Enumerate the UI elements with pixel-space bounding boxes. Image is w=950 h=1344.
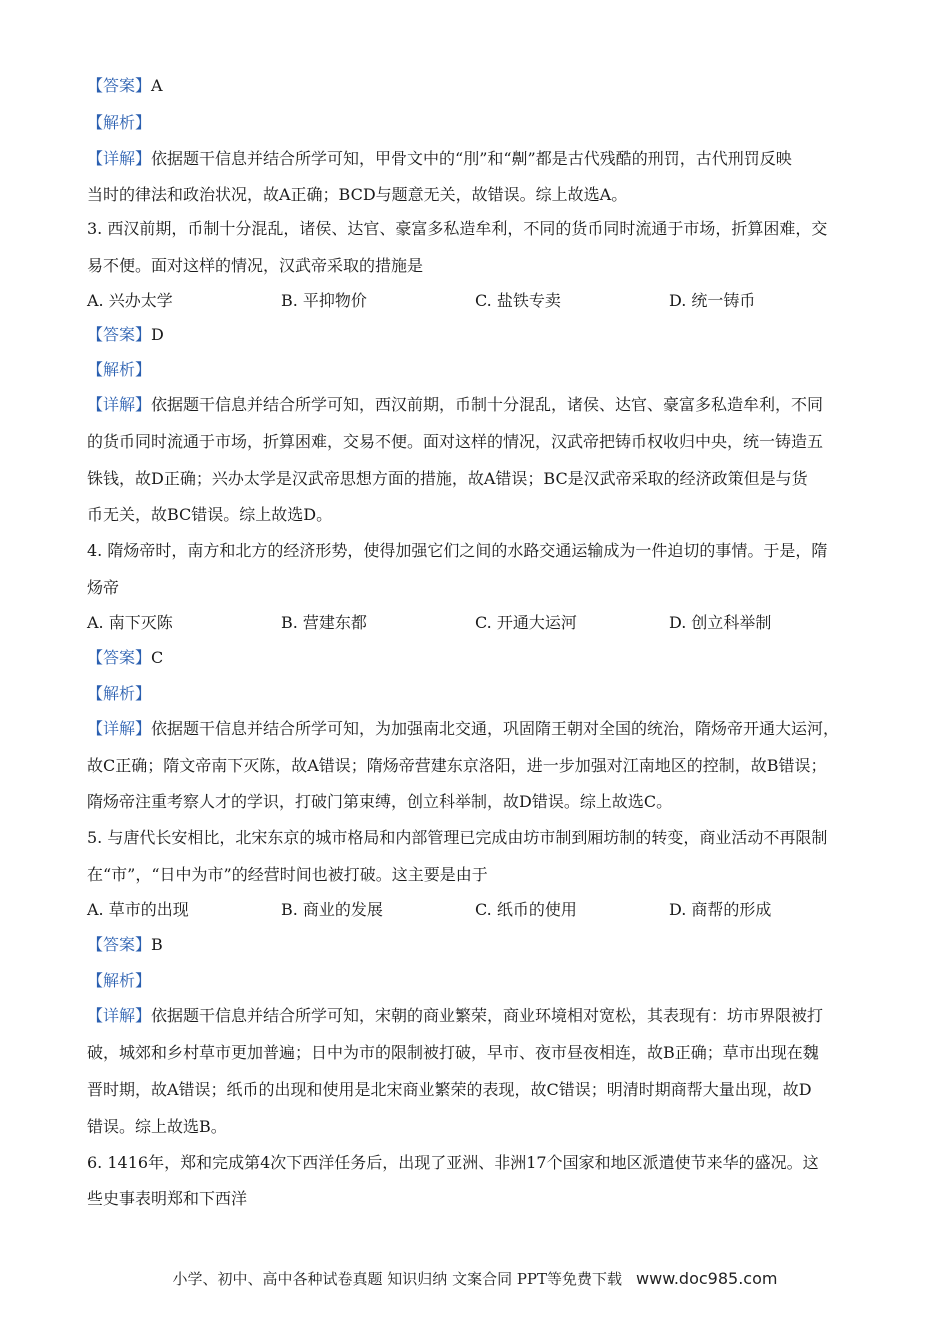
answer-tag: 【答案】 [87,648,152,667]
answer-tag: 【答案】 [87,76,152,95]
detail-line [87,395,823,415]
answer-line [87,648,163,668]
answer-line [87,76,163,96]
detail-tag: 【详解】 [87,719,152,738]
detail-line: 破，城郊和乡村草市更加普遍；日中为市的限制被打破，早市、夜市昼夜相连，故B正确；草市出现在魏 [87,1043,819,1062]
answer-tag: 【答案】 [87,325,152,344]
answer-line [87,325,164,345]
detail-line: 故C正确；隋文帝南下灭陈，故A错误；隋炀帝营建东京洛阳，进一步加强对江南地区的控制，故B错误； [87,756,827,775]
analysis-tag: 【解析】 [87,684,152,703]
detail-line [87,1006,823,1026]
detail-line: 的货币同时流通于市场，折算困难，交易不便。面对这样的情况，汉武帝把铸币权收归中央，统一铸造五 [87,432,824,451]
option-d: D. 商帮的形成 [669,900,772,919]
analysis-tag: 【解析】 [87,360,152,379]
detail-text: 依据题干信息并结合所学可知，为加强南北交通，巩固隋王朝对全国的统治，隋炀帝开通大运河， [151,719,840,738]
question-stem: 4. 隋炀帝时，南方和北方的经济形势，使得加强它们之间的水路交通运输成为一件迫切的事情。于是，隋 [87,541,828,560]
option-d: D. 统一铸币 [669,291,756,310]
option-c: C. 开通大运河 [475,613,577,632]
question-stem: 易不便。面对这样的情况，汉武帝采取的措施是 [87,256,424,275]
detail-tag: 【详解】 [87,1006,152,1025]
option-a: A. 兴办太学 [87,291,173,310]
detail-line: 币无关，故BC错误。综上故选D。 [87,505,333,524]
option-c: C. 盐铁专卖 [475,291,561,310]
detail-tag: 【详解】 [87,395,152,414]
detail-line: 错误。综上故选B。 [87,1117,227,1136]
detail-text: 依据题干信息并结合所学可知，甲骨文中的“刖”和“劓”都是古代残酷的刑罚，古代刑罚反映 [151,149,792,168]
question-stem: 些史事表明郑和下西洋 [87,1189,248,1208]
detail-line [87,149,792,169]
footer-url[interactable]: www.doc985.com [636,1269,778,1288]
answer-value: B [151,935,163,954]
analysis-tag: 【解析】 [87,971,152,990]
detail-line: 隋炀帝注重考察人才的学识，打破门第束缚，创立科举制，故D错误。综上故选C。 [87,792,673,811]
detail-line: 铢钱，故D正确；兴办太学是汉武帝思想方面的措施，故A错误；BC是汉武帝采取的经济政策但是与货 [87,469,808,488]
answer-value: C [151,648,164,667]
question-stem: 在“市”，“日中为市”的经营时间也被打破。这主要是由于 [87,865,488,884]
question-stem: 6. 1416年，郑和完成第4次下西洋任务后，出现了亚洲、非洲17个国家和地区派遣使节来华的盛况。这 [87,1153,819,1172]
detail-line [87,719,839,739]
footer-text: 小学、初中、高中各种试卷真题 知识归纳 文案合同 PPT等免费下载 [172,1270,623,1288]
detail-tag: 【详解】 [87,149,152,168]
page-footer [0,1268,950,1289]
detail-line: 晋时期，故A错误；纸币的出现和使用是北宋商业繁荣的表现，故C错误；明清时期商帮大量出现，故D [87,1080,812,1099]
option-c: C. 纸币的使用 [475,900,577,919]
option-b: B. 平抑物价 [281,291,367,310]
detail-line: 当时的律法和政治状况，故A正确；BCD与题意无关，故错误。综上故选A。 [87,185,628,204]
answer-value: A [151,76,163,95]
detail-text: 依据题干信息并结合所学可知，西汉前期，币制十分混乱，诸侯、达官、豪富多私造牟利，不同 [151,395,824,414]
question-stem: 炀帝 [87,578,120,597]
option-a: A. 草市的出现 [87,900,189,919]
answer-line [87,935,163,955]
option-b: B. 营建东都 [281,613,367,632]
analysis-tag: 【解析】 [87,113,152,132]
answer-value: D [151,325,164,344]
option-b: B. 商业的发展 [281,900,383,919]
option-d: D. 创立科举制 [669,613,772,632]
detail-text: 依据题干信息并结合所学可知，宋朝的商业繁荣，商业环境相对宽松，其表现有：坊市界限被打 [151,1006,824,1025]
question-stem: 3. 西汉前期，币制十分混乱，诸侯、达官、豪富多私造牟利，不同的货币同时流通于市场，折算困难，交 [87,219,828,238]
answer-tag: 【答案】 [87,935,152,954]
question-stem: 5. 与唐代长安相比，北宋东京的城市格局和内部管理已完成由坊市制到厢坊制的转变，商业活动不再限制 [87,828,828,847]
option-a: A. 南下灭陈 [87,613,173,632]
